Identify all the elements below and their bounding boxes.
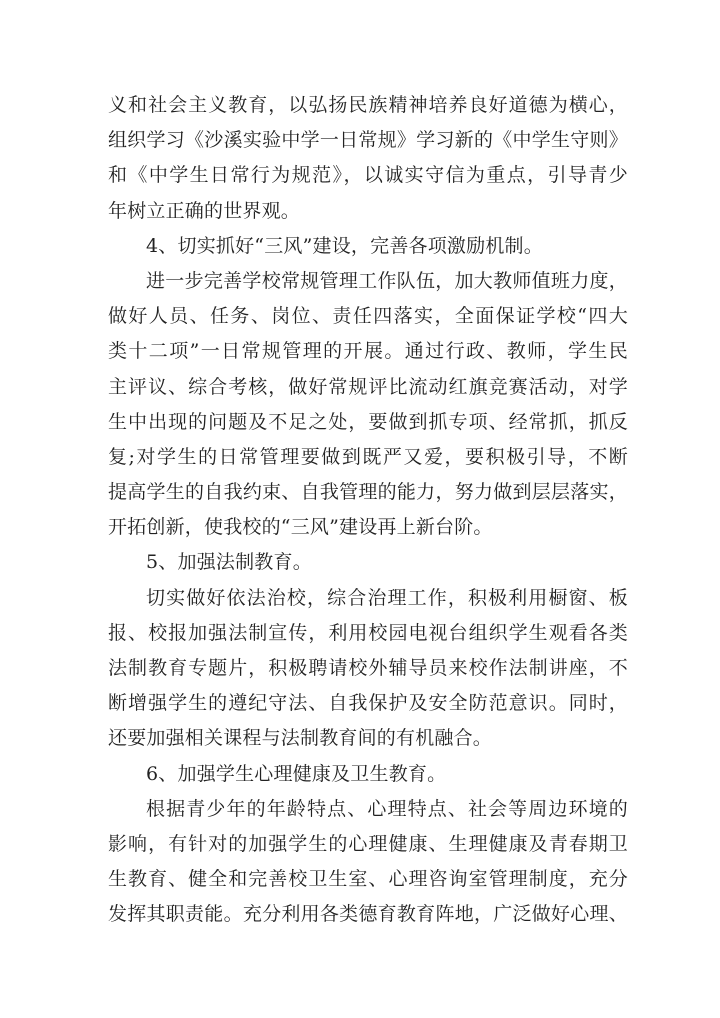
- text-line: 类十二项”一日常规管理的开展。通过行政、教师，学生民: [108, 340, 628, 363]
- text-line: 影响，有针对的加强学生的心理健康、生理健康及青春期卫: [108, 832, 628, 855]
- text-line: 还要加强相关课程与法制教育间的有机融合。: [108, 727, 493, 750]
- paragraph-moral-education-continued: [108, 88, 628, 229]
- heading-text: 4、切实抓好“三风”建设，完善各项激励机制。: [146, 234, 543, 257]
- text-line: 义和社会主义教育，以弘扬民族精神培养良好道德为横心，: [108, 94, 628, 116]
- text-line: 生中出现的问题及不足之处，要做到抓专项、经常抓，抓反: [108, 410, 628, 433]
- heading-text: 6、加强学生心理健康及卫生教育。: [146, 762, 447, 785]
- paragraph-legal-education: [108, 581, 628, 757]
- text-line: 根据青少年的年龄特点、心理特点、社会等周边环境的: [146, 797, 628, 820]
- text-line: 断增强学生的遵纪守法、自我保护及安全防范意识。同时，: [108, 692, 628, 715]
- text-line: 开拓创新，使我校的“三风”建设再上新台阶。: [108, 516, 493, 539]
- text-line: 提高学生的自我约束、自我管理的能力，努力做到层层落实，: [108, 481, 628, 504]
- text-line: 组织学习《沙溪实验中学一日常规》学习新的《中学生守则》: [108, 129, 628, 152]
- heading-text: 5、加强法制教育。: [146, 551, 312, 574]
- text-line: 法制教育专题片，积极聘请校外辅导员来校作法制讲座，不: [108, 657, 628, 679]
- text-line: 生教育、健全和完善校卫生室、心理咨询室管理制度，充分: [108, 868, 628, 891]
- text-line: 切实做好依法治校，综合治理工作，积极利用橱窗、板: [146, 586, 628, 609]
- text-line: 做好人员、任务、岗位、责任四落实，全面保证学校“四大: [108, 305, 628, 328]
- text-line: 复;对学生的日常管理要做到既严又爱，要积极引导，不断: [108, 445, 628, 468]
- section-heading-4: [108, 229, 628, 264]
- text-line: 和《中学生日常行为规范》，以诚实守信为重点，引导青少: [108, 164, 628, 187]
- document-body: [108, 88, 628, 933]
- text-line: 报、校报加强法制宣传，利用校园电视台组织学生观看各类: [108, 621, 628, 644]
- paragraph-mental-health: [108, 792, 628, 933]
- section-heading-5: [108, 545, 628, 580]
- paragraph-three-styles: [108, 264, 628, 546]
- text-line: 主评议、综合考核，做好常规评比流动红旗竞赛活动，对学: [108, 375, 628, 398]
- text-line: 发挥其职责能。充分利用各类德育教育阵地，广泛做好心理、: [108, 903, 628, 926]
- section-heading-6: [108, 757, 628, 792]
- text-line: 进一步完善学校常规管理工作队伍，加大教师值班力度，: [146, 269, 628, 292]
- text-line: 年树立正确的世界观。: [108, 199, 301, 222]
